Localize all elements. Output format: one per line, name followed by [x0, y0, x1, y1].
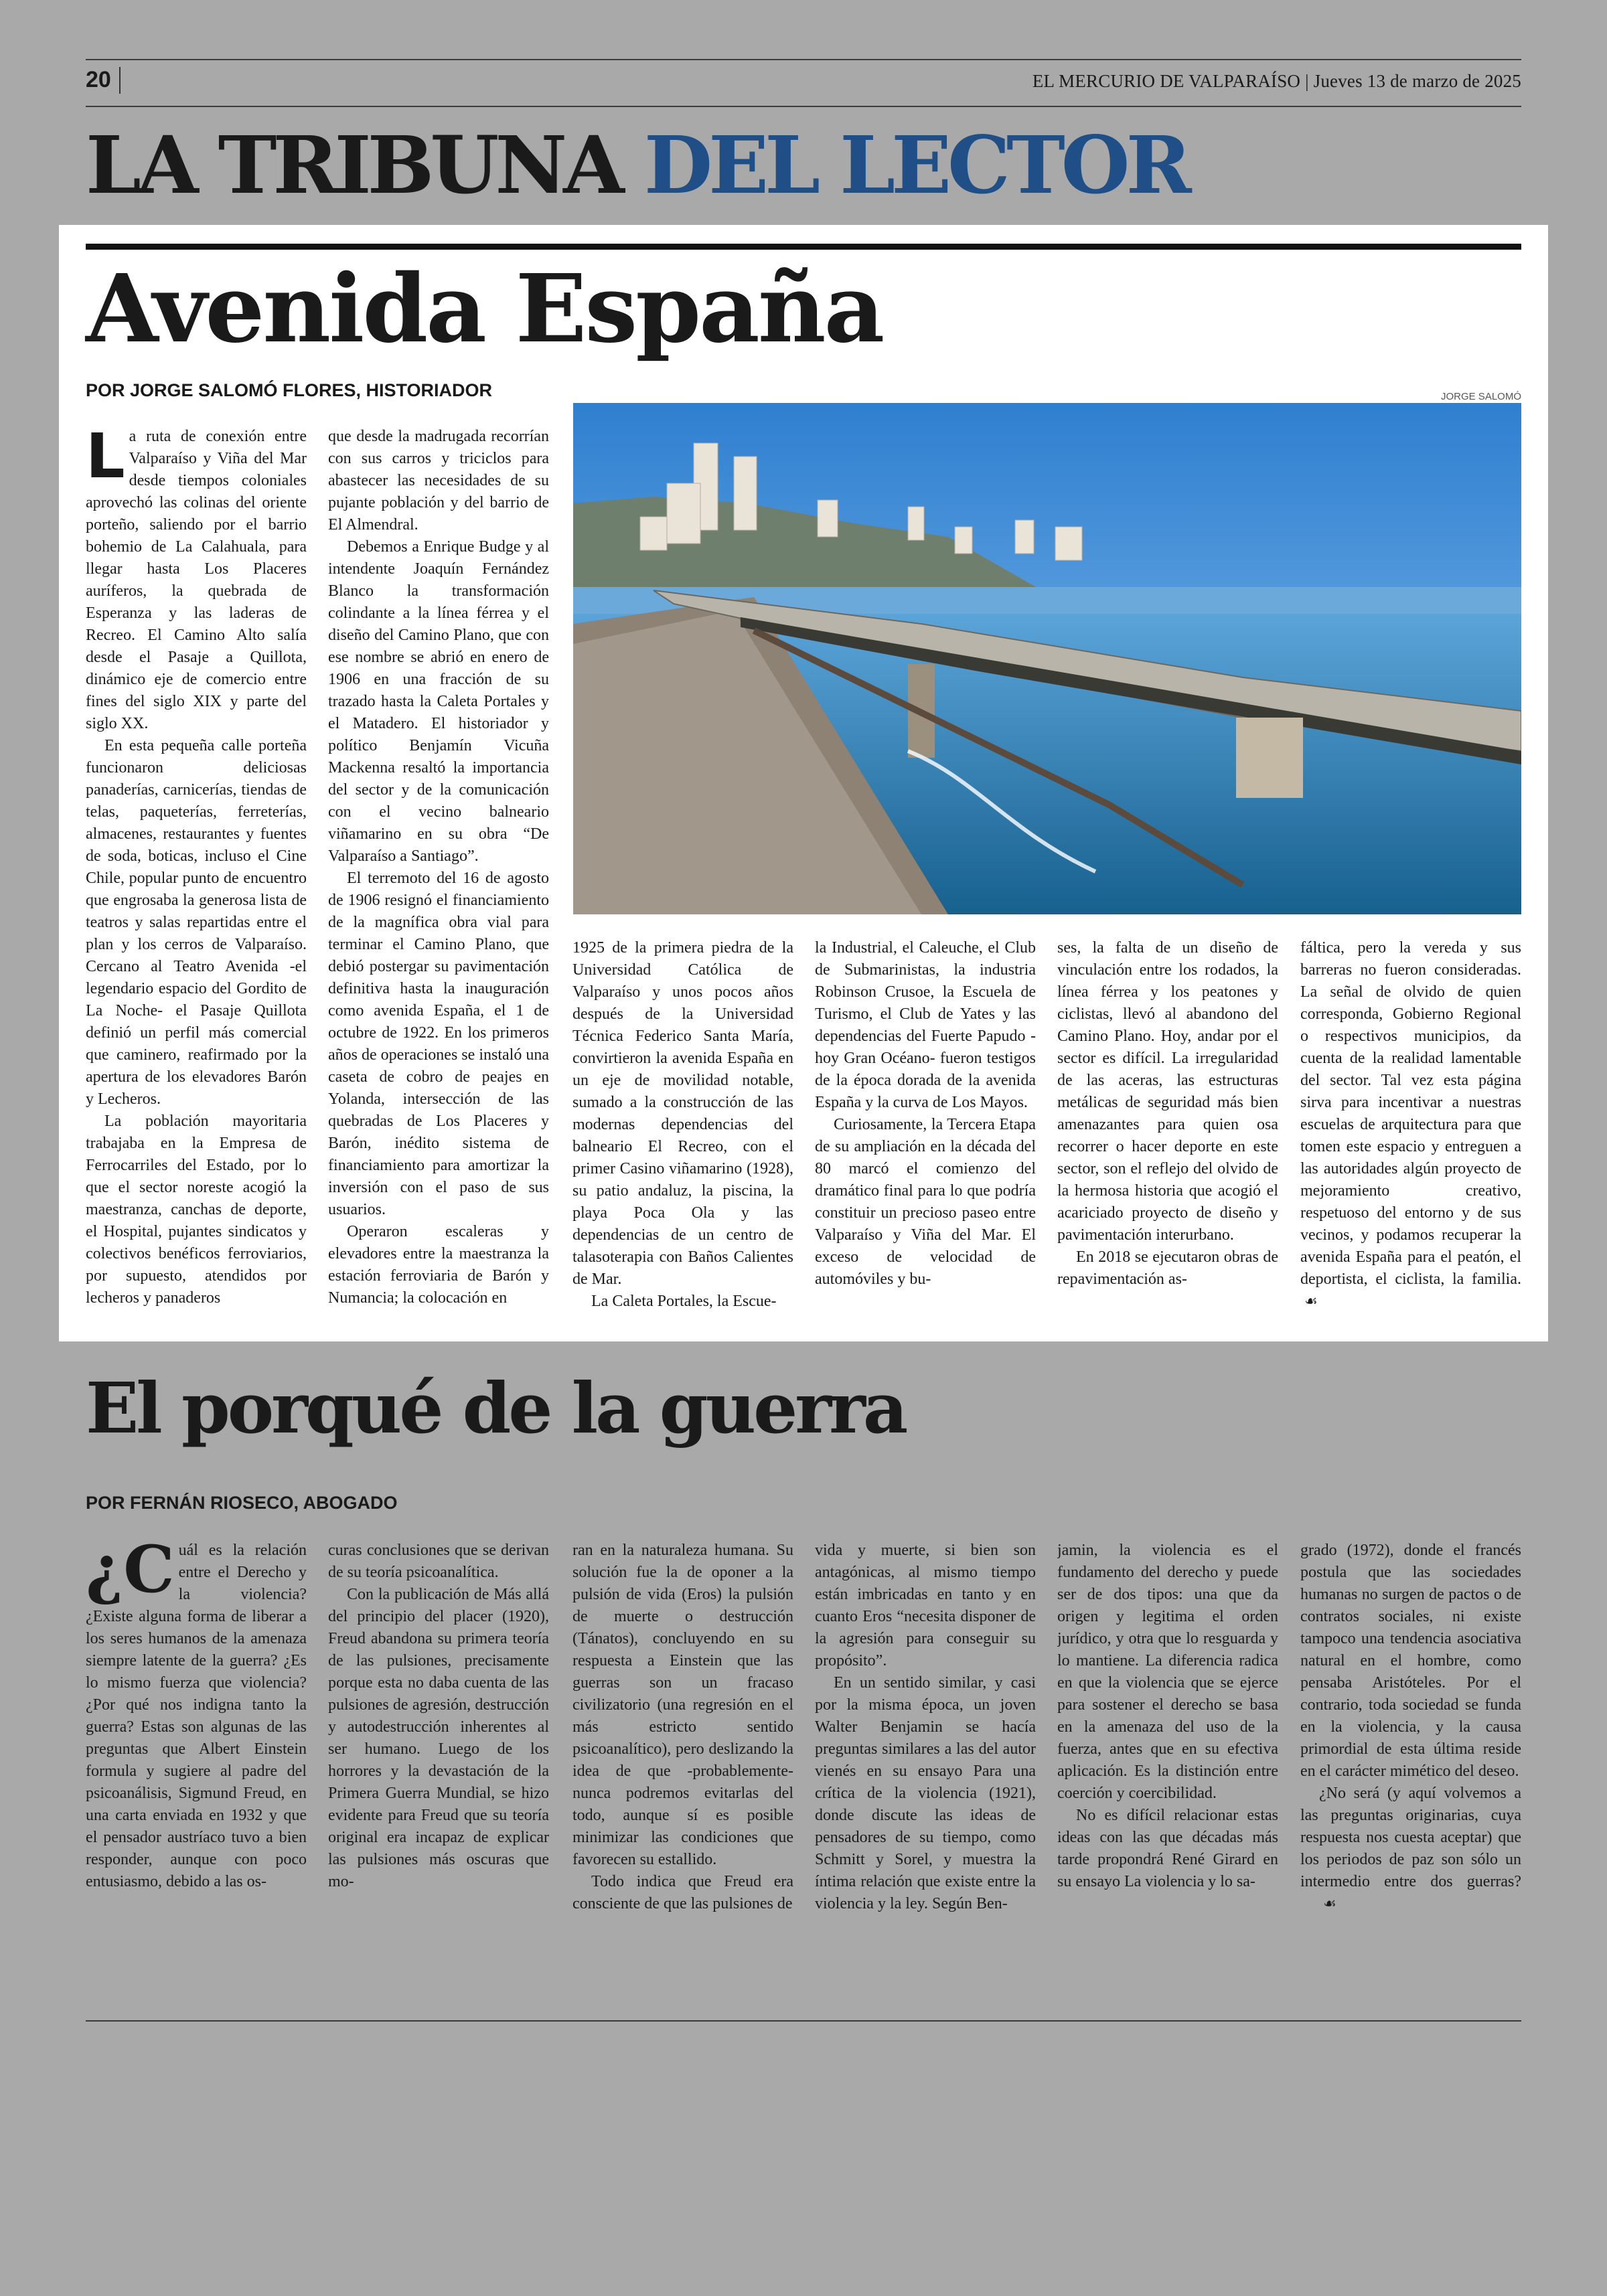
paragraph: Operaron escaleras y elevadores entre la maestranza la estación ferroviaria de Barón y Numancia; la colocación en	[328, 1223, 549, 1307]
article1-col-1	[86, 426, 307, 1323]
end-mark-icon: ☙	[1304, 1293, 1318, 1310]
photo-credit: JORGE SALOMÓ	[1440, 391, 1521, 402]
article2-col-5	[1057, 1540, 1278, 1914]
paragraph: a ruta de conexión entre Valparaíso y Viña del Mar desde tiempos coloniales aprovechó las colinas del oriente porteño, saliendo por el barrio bohemio de La Calahuala, para llegar hasta Los Placeres auríferos, la quebrada de Esperanza y las laderas de Recreo. El Camino Alto salía desde el Pasaje a Quillota, dinámico eje de comercio entre fines del siglo XIX y parte del siglo XX.	[86, 428, 307, 732]
paragraph-text: fáltica, pero la vereda y sus barreras no fueron consideradas. La señal de olvido de quien corresponda, Gobierno Regional o respectivos municipios, da cuenta de la realidad lamentable del sector. Tal vez esta página sirva para incentivar a nuestras escuelas de arquitectura para que tomen este espacio y entreguen a las autoridades algún proyecto de mejoramiento creativo, respetuoso del entorno y de sus vecinos, y podamos recuperar la avenida España para el peatón, el deportista, el ciclista, la familia.	[1300, 939, 1521, 1288]
paragraph	[1300, 937, 1521, 1313]
paragraph: En 2018 se ejecutaron obras de repavimentación as-	[1057, 1248, 1278, 1288]
article2-title: El porqué de la guerra	[86, 1367, 906, 1449]
section-title-part1: LA TRIBUNA	[86, 118, 621, 212]
article2-drop-cap: ¿C	[86, 1540, 175, 1607]
paragraph: Curiosamente, la Tercera Etapa de su ampliación en la década del 80 marcó el comienzo del dramático final para lo que podría constituir un precioso paseo entre Valparaíso y Viña del Mar. El exceso de velocidad de automóviles y bu-	[815, 1116, 1036, 1288]
article2-col-6	[1300, 1540, 1521, 1914]
article1-byline: POR JORGE SALOMÓ FLORES, HISTORIADOR	[86, 380, 493, 400]
paragraph: que desde la madrugada recorrían con sus carros y triciclos para abastecer las necesidades de su pujante población y del barrio de El Almendral.	[328, 428, 549, 534]
paragraph	[1300, 1783, 1521, 1914]
paragraph: uál es la relación entre el Derecho y la violencia? ¿Existe alguna forma de liberar a los seres humanos de la amenaza siempre latente de la guerra? ¿Es lo mismo fuerza que violencia? ¿Por qué nos indigna tanto la guerra? Estas son algunas de las preguntas que Albert Einstein formula y sugiere al padre del psicoanálisis, Sigmund Freud, en una carta enviada en 1932 y que el pensador austríaco tuvo a bien responder, aunque con poco entusiasmo, debido a las os-	[86, 1542, 307, 1890]
paragraph: En esta pequeña calle porteña funcionaron deliciosas panaderías, carnicerías, tiendas de telas, paqueterías, ferreterías, almacenes, restaurantes y fuentes de soda, boticas, incluso el Cine Chile, popular punto de encuentro que engrosaba la generosa lista de teatros y salas repartidas entre el plan y los cerros de Valparaíso. Cercano al Teatro Avenida -el legendario espacio del Gordito de La Noche- el Pasaje Quillota definió un perfil más comercial que caminero, reafirmado por la apertura de los elevadores Barón y Lecheros.	[86, 737, 307, 1108]
article1-photo	[573, 403, 1521, 914]
article1-title: Avenida España	[86, 254, 883, 364]
paragraph: Debemos a Enrique Budge y al intendente Joaquín Fernández Blanco la transformación colindante a la línea férrea y el diseño del Camino Plano, que con ese nombre se abrió en enero de 1906 en una fracción de su trazado hasta la Caleta Portales y el Matadero. El historiador y político Benjamín Vicuña Mackenna resaltó la importancia del sector y de la comunicación con el vecino balneario viñamarino en su obra “De Valparaíso a Santiago”.	[328, 538, 549, 865]
paragraph: ses, la falta de un diseño de vinculación entre los rodados, la línea férrea y los peatones y ciclistas, llevó al abandono del Camino Plano. Hoy, andar por el sector es difícil. La irregularidad de las aceras, las estructuras metálicas de seguridad más bien amenazantes para quien osa recorrer o hacer deporte en este sector, son el reflejo del olvido de la hermosa historia que acogió el acariciado proyecto de diseño y pavimentación interurbano.	[1057, 939, 1278, 1244]
end-mark-icon: ☙	[1323, 1896, 1336, 1912]
paragraph: No es difícil relacionar estas ideas con las que décadas más tarde propondrá René Girard en su ensayo La violencia y lo sa-	[1057, 1807, 1278, 1890]
paragraph: El terremoto del 16 de agosto de 1906 resignó el financiamiento de la magnífica obra vial para terminar el Camino Plano, que debió postergar su pavimentación definitiva hasta la inauguración como avenida España, el 1 de octubre de 1922. En los primeros años de operaciones se instaló una caseta de cobro de peajes en Yolanda, intersección de las quebradas de Los Placeres y Barón, inédito sistema de financiamiento para amortizar la inversión con el paso de sus usuarios.	[328, 870, 549, 1218]
paragraph: Todo indica que Freud era consciente de que las pulsiones de	[572, 1873, 793, 1912]
article2-col-4	[815, 1540, 1036, 1914]
header-bottom-rule	[86, 106, 1521, 107]
article1-col-5	[1057, 937, 1278, 1323]
article2-col-2	[328, 1540, 549, 1914]
page-number: 20	[86, 67, 111, 92]
paragraph: curas conclusiones que se derivan de su teoría psicoanalítica.	[328, 1542, 549, 1581]
header-divider	[119, 67, 121, 94]
article2-col-3	[572, 1540, 793, 1914]
section-title	[86, 118, 1188, 212]
paragraph-text: ¿No será (y aquí volvemos a las preguntas originarias, cuya respuesta nos cuesta aceptar) que los periodos de paz son sólo un intermedio entre dos guerras?	[1300, 1785, 1521, 1890]
article1-drop-cap: L	[86, 426, 125, 492]
paragraph: En un sentido similar, y casi por la misma época, un joven Walter Benjamin se hacía preguntas similares a las del autor vienés en su ensayo Para una crítica de la violencia (1921), donde discute las ideas de pensadores de su tiempo, como Schmitt y Sorel, y muestra la íntima relación que existe entre la violencia y la ley. Según Ben-	[815, 1674, 1036, 1912]
paragraph: ran en la naturaleza humana. Su solución fue la de oponer a la pulsión de vida (Eros) la pulsión de muerte o destrucción (Tánatos), concluyendo en su respuesta a Einstein que las guerras son un fracaso civilizatorio (una regresión en el más estricto sentido psicoanalítico), pero deslizando la idea de que -probablemente- nunca podremos evitarlas del todo, aunque sí es posible minimizar las condiciones que favorecen su estallido.	[572, 1542, 793, 1868]
article1-col-3	[572, 937, 793, 1323]
paragraph: vida y muerte, si bien son antagónicas, al mismo tiempo están imbricadas en tanto y en cuanto Eros “necesita disponer de la agresión para conseguir su propósito”.	[815, 1542, 1036, 1669]
article2-byline: POR FERNÁN RIOSECO, ABOGADO	[86, 1493, 398, 1513]
footer-rule	[86, 2020, 1521, 2022]
paragraph: grado (1972), donde el francés postula que las sociedades humanas no surgen de pactos o de contratos sociales, ni existe tampoco una tendencia asociativa natural en el hombre, como pensaba Aristóteles. Por el contrario, toda sociedad se funda en la violencia, y la causa primordial de esta última reside en el carácter mimético del deseo.	[1300, 1542, 1521, 1780]
paragraph: jamin, la violencia es el fundamento del derecho y puede ser de dos tipos: una que da origen y legitima el orden jurídico, y otra que lo resguarda y lo mantiene. La diferencia radica en que la violencia que se ejerce para sostener el derecho se basa en la amenaza del uso de la fuerza, antes que en su efectiva aplicación. Es la distinción entre coerción y coercibilidad.	[1057, 1542, 1278, 1802]
paragraph: Con la publicación de Más allá del principio del placer (1920), Freud abandona su primera teoría de las pulsiones, precisamente porque esta no daba cuenta de las pulsiones de agresión, destrucción y autodestrucción inherentes al ser humano. Luego de los horrores y la devastación de la Primera Guerra Mundial, se hizo evidente para Freud que su teoría original era incapaz de explicar las pulsiones más oscuras que mo-	[328, 1586, 549, 1890]
header-top-rule	[86, 59, 1521, 60]
paragraph: La Caleta Portales, la Escue-	[591, 1293, 777, 1310]
paragraph: la Industrial, el Caleuche, el Club de Submarinistas, la industria Robinson Crusoe, la Escuela de Turismo, el Club de Yates y las dependencias del Fuerte Papudo -hoy Gran Océano- fueron testigos de la época dorada de la avenida España y la curva de Los Mayos.	[815, 939, 1036, 1111]
paragraph: La población mayoritaria trabajaba en la Empresa de Ferrocarriles del Estado, por lo que el sector noreste acogió la maestranza, canchas de deporte, el Hospital, pujantes sindicatos y colectivos benéficos ferroviarios, por supuesto, atendidos por lecheros y panaderos	[86, 1113, 307, 1307]
article1-col-2	[328, 426, 549, 1323]
publication-dateline: EL MERCURIO DE VALPARAÍSO | Jueves 13 de marzo de 2025	[1032, 71, 1521, 91]
article-top-bar	[86, 244, 1521, 250]
article2-col-1	[86, 1540, 307, 1914]
article1-col-6	[1300, 937, 1521, 1323]
article1-col-4	[815, 937, 1036, 1323]
section-title-part2: DEL LECTOR	[643, 118, 1188, 212]
paragraph: 1925 de la primera piedra de la Universidad Católica de Valparaíso y unos pocos años después de la Universidad Técnica Federico Santa María, convirtieron la avenida España en un eje de movilidad notable, sumado a la construcción de las modernas dependencias del balneario El Recreo, con el primer Casino viñamarino (1928), su patio andaluz, la piscina, la playa Poca Ola y las dependencias de un centro de talasoterapia con Baños Calientes de Mar.	[572, 939, 793, 1288]
